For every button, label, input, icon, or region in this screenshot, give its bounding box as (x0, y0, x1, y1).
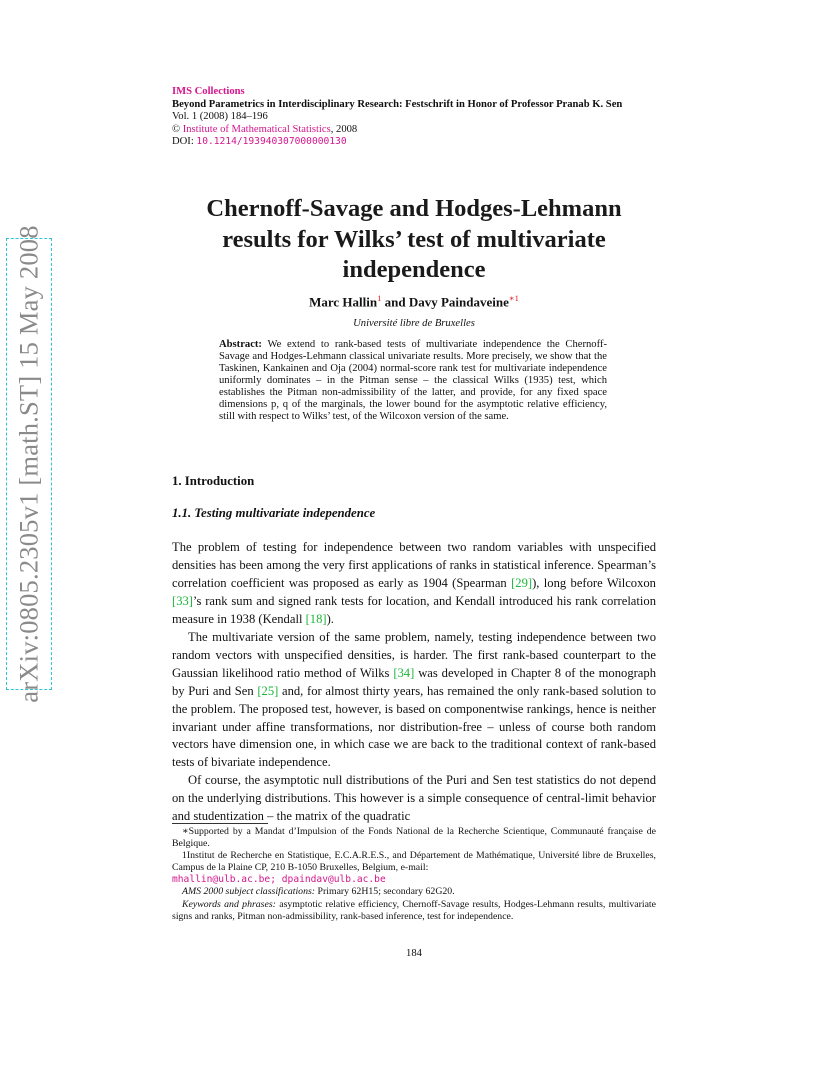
arxiv-stamp (6, 225, 52, 703)
keywords-text: asymptotic relative efficiency, Chernoff-Savage results, Hodges-Lehmann results, multivariate signs and ranks, Pitman non-admissibility, rank-based inference, test for independence. (172, 898, 656, 922)
email-link[interactable]: mhallin@ulb.ac.be (172, 874, 271, 886)
text-run: ). (326, 611, 334, 626)
citation-link[interactable]: [25] (257, 683, 279, 698)
author-conjunction: and (381, 294, 409, 310)
subsection-heading: 1.1. Testing multivariate independence (172, 506, 376, 520)
book-title: Beyond Parametrics in Interdisciplinary Research: Festschrift in Honor of Professor Pranab K. Sen (172, 98, 623, 110)
footnote-rule (172, 823, 268, 824)
citation-link[interactable]: [18] (305, 611, 327, 626)
footnote-ams (172, 886, 656, 898)
doi-label: DOI: (172, 136, 197, 148)
ams-text: Primary 62H15; secondary 62G20. (315, 886, 455, 898)
text-run: The multivariate version of the same problem, namely, testing independence between two random vectors with unspecified densities, is harder. The first rank-based counterpart to the Gaussian likelihood ratio method of Wilks (172, 629, 656, 680)
ams-label: AMS 2000 subject classifications: (182, 886, 316, 898)
paragraph (172, 629, 656, 773)
citation-link[interactable]: [33] (172, 593, 193, 608)
text-run: ), long before Wilcoxon (532, 575, 656, 590)
text-run: and, for almost thirty years, has remained the only rank-based solution to the problem. The proposed test, however, is based on componentwise rankings, hence is neither invariant under affine transformations, nor distribution-free – unless of course both random vectors have dimension one, in which case we are back to the traditional context of rank-based tests of bivariate independence. (172, 683, 656, 770)
page-number: 184 (406, 948, 422, 959)
affiliation-marker[interactable]: ∗1 (508, 293, 519, 303)
footnote-keywords (172, 899, 656, 923)
footnote-funding: ∗Supported by a Mandat d’Impulsion of the Fonds National de la Recherche Scientique, Communauté française de Belgique. (172, 826, 656, 850)
copyright-year: , 2008 (330, 123, 358, 135)
footnote-emails (172, 874, 656, 886)
copyright-holder-link[interactable]: Institute of Mathematical Statistics (182, 123, 331, 135)
footnote-address (172, 850, 656, 874)
text-run: was developed in Chapter 8 of the monograph by Puri and Sen (172, 665, 656, 698)
email-separator: ; (270, 874, 282, 886)
abstract-label: Abstract: (219, 339, 262, 350)
series-name: IMS Collections (172, 86, 245, 97)
keywords-label: Keywords and phrases: (182, 898, 276, 910)
affiliation: Université libre de Bruxelles (353, 318, 475, 329)
text-run: ’s rank sum and signed rank tests for location, and Kendall introduced his rank correlation measure in 1938 (Kendall (172, 593, 656, 626)
citation-link[interactable]: [29] (511, 575, 533, 590)
abstract (219, 339, 607, 423)
body-text (172, 539, 656, 826)
volume-info: Vol. 1 (2008) 184–196 (172, 111, 268, 123)
arxiv-identifier: arXiv:0805.2305v1 [math.ST] 15 May 2008 (13, 225, 44, 703)
citation-link[interactable]: [34] (393, 665, 415, 680)
doi-line (172, 136, 672, 149)
author-line (172, 293, 656, 310)
footnotes (172, 826, 656, 923)
paragraph: Of course, the asymptotic null distributions of the Puri and Sen test statistics do not depend on the underlying distributions. This however is a simple consequence of central-limit behavior and studentization – the matrix of the quadratic (172, 773, 656, 824)
copyright-symbol: © (172, 123, 181, 135)
journal-header (172, 86, 672, 149)
text-run: 1Institut de Recherche en Statistique, E.C.A.R.E.S., and Département de Mathématique, Université libre de Bruxelles, Campus de la Plaine CP, 210 B-1050 Bruxelles, Belgium, e-mail: (172, 850, 656, 874)
author-name: Davy Paindaveine (408, 294, 509, 310)
affiliation-marker[interactable]: 1 (377, 293, 382, 303)
doi-link[interactable]: 10.1214/193940307000000130 (196, 136, 347, 148)
author-name: Marc Hallin (309, 294, 378, 310)
paper-title: Chernoff-Savage and Hodges-Lehmann results for Wilks’ test of multivariate independence (206, 195, 622, 283)
section-heading: 1. Introduction (172, 474, 255, 488)
email-link[interactable]: dpaindav@ulb.ac.be (281, 874, 386, 886)
copyright-line (172, 124, 672, 137)
abstract-text: We extend to rank-based tests of multivariate independence the Chernoff-Savage and Hodges-Lehmann classical univariate results. More precisely, we show that the Taskinen, Kankainen and Oja (2004) normal-score rank test for multivariate independence uniformly dominates – in the Pitman sense – the classical Wilks (1935) test, which establishes the Pitman non-admissibility of the latter, and provide, for any fixed space dimensions p, q of the marginals, the lower bound for the asymptotic relative efficiency, still with respect to Wilks’ test, of the Wilcoxon version of the same. (219, 339, 607, 423)
paragraph (172, 539, 656, 629)
text-run: The problem of testing for independence between two random variables with unspecified densities has been among the very first applications of ranks in statistical inference. Spearman’s correlation coefficient was proposed as early as 1904 (Spearman (172, 540, 656, 590)
